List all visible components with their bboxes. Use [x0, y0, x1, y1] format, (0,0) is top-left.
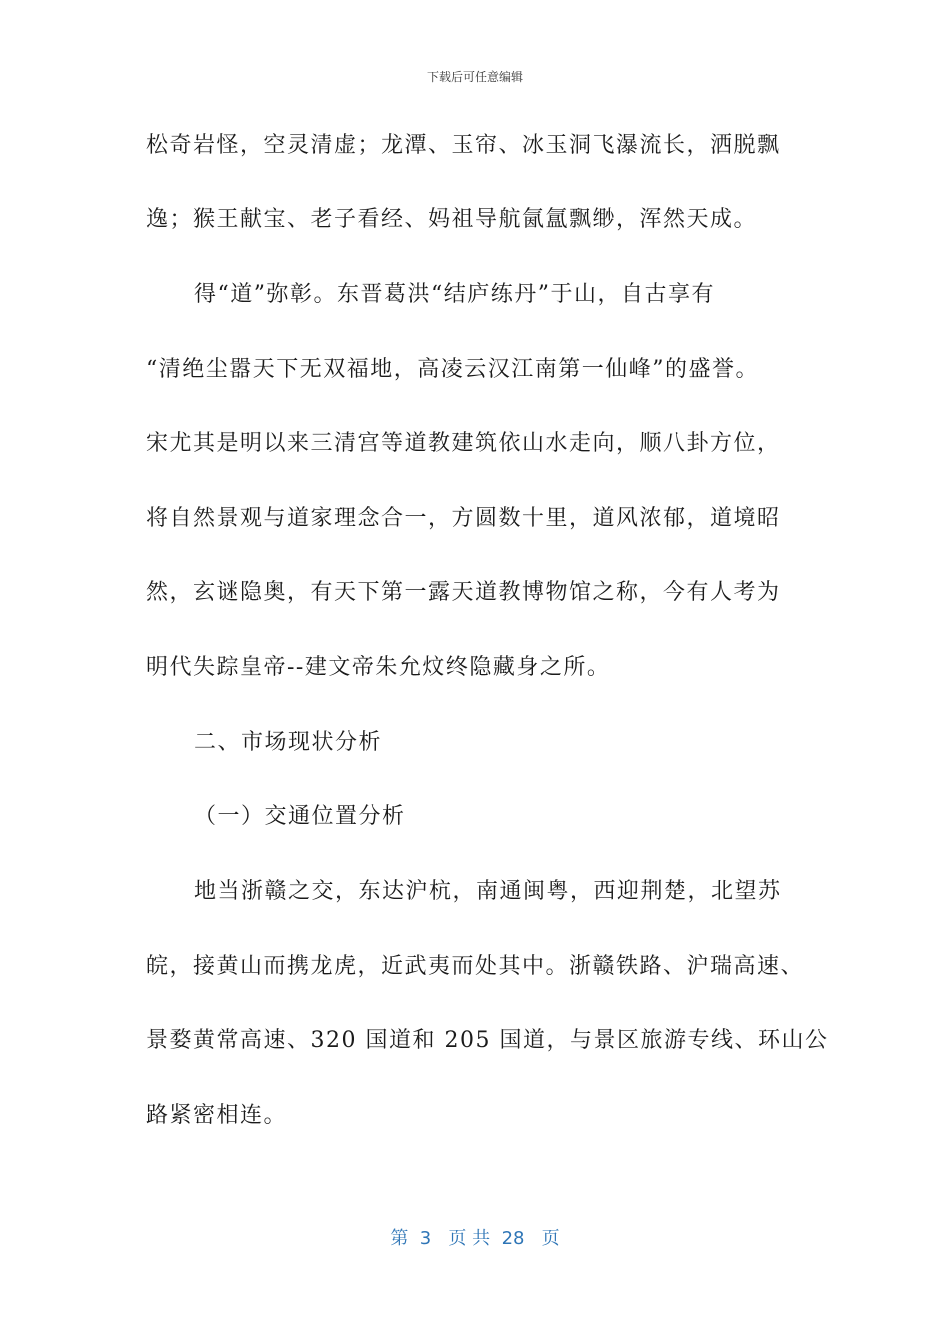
paragraph-line: 明代失踪皇帝--建文帝朱允炆终隐藏身之所。 — [146, 655, 611, 680]
subsection-heading: （一）交通位置分析 — [194, 804, 406, 829]
paragraph-line: 皖，接黄山而携龙虎，近武夷而处其中。浙赣铁路、沪瑞高速、 — [146, 954, 805, 979]
page-number-footer: 第 3 页 共 28 页 — [390, 1228, 560, 1249]
paragraph-line: 将自然景观与道家理念合一，方圆数十里，道风浓郁，道境昭 — [146, 506, 781, 531]
paragraph-line: 宋尤其是明以来三清宫等道教建筑依山水走向，顺八卦方位， — [146, 431, 781, 456]
paragraph-line: “清绝尘嚣天下无双福地，高凌云汉江南第一仙峰”的盛誉。 — [146, 357, 759, 382]
paragraph-line: 路紧密相连。 — [146, 1103, 288, 1128]
paragraph-line: 逸；猴王献宝、老子看经、妈祖导航氤氲飘缈，浑然天成。 — [146, 207, 758, 232]
paragraph-line: 得“道”弥彰。东晋葛洪“结庐练丹”于山，自古享有 — [194, 282, 715, 307]
paragraph-line: 景婺黄常高速、320 国道和 205 国道，与景区旅游专线、环山公 — [146, 1028, 829, 1053]
paragraph-line: 地当浙赣之交，东达沪杭，南通闽粤，西迎荆楚，北望苏 — [194, 879, 782, 904]
page-header: 下载后可任意编辑 — [426, 70, 523, 84]
section-heading: 二、市场现状分析 — [194, 730, 383, 755]
paragraph-line: 松奇岩怪，空灵清虚；龙潭、玉帘、冰玉洞飞瀑流长，洒脱飘 — [146, 133, 781, 158]
paragraph-line: 然，玄谜隐奥，有天下第一露天道教博物馆之称，今有人考为 — [146, 580, 781, 605]
